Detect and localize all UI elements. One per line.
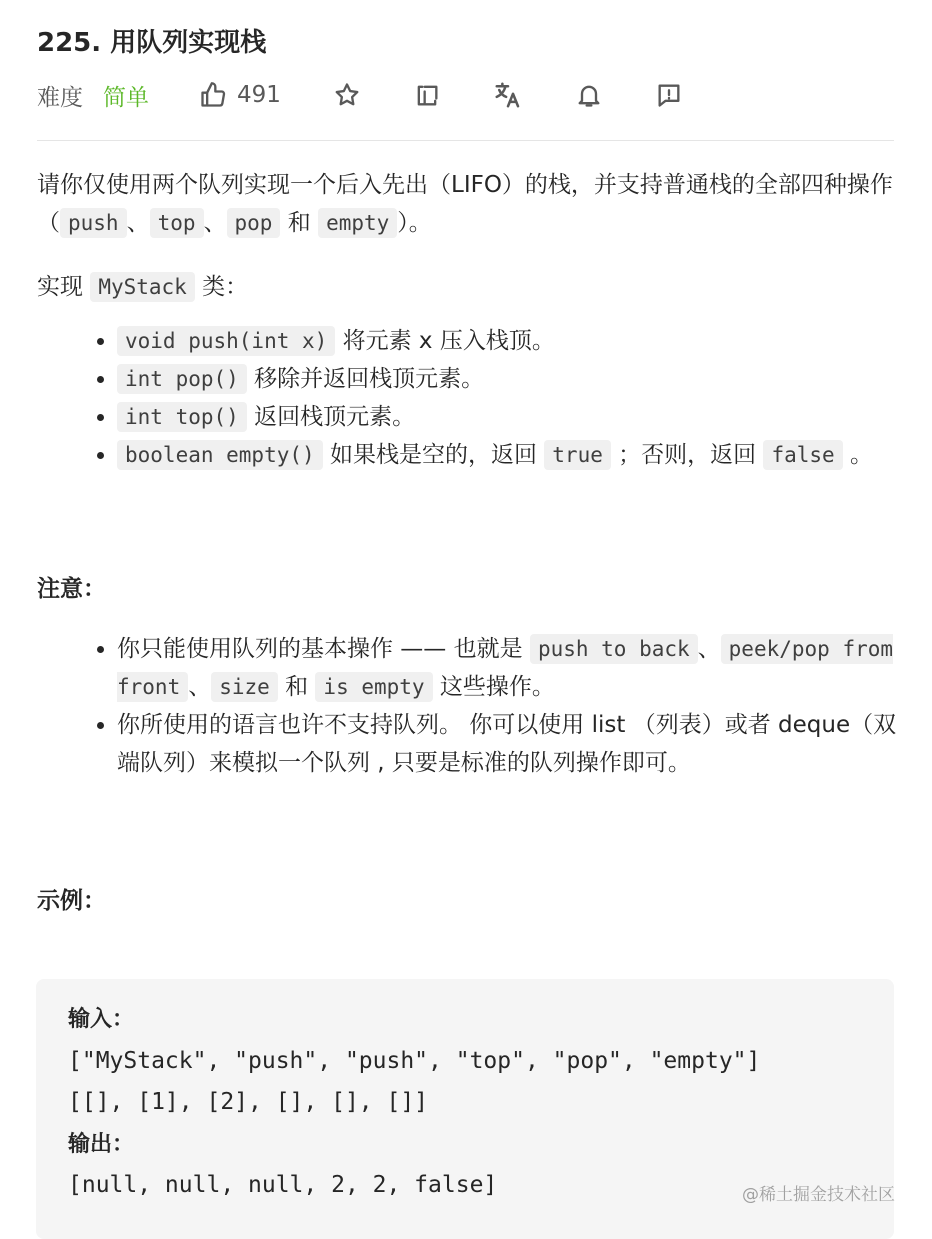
example-content	[68, 999, 760, 1207]
method-description: 。	[842, 442, 874, 468]
example-title: 示例：	[37, 888, 106, 914]
code-true: true	[544, 440, 611, 470]
difficulty-badge: 简单	[103, 84, 149, 111]
problem-title: 225. 用队列实现栈	[37, 28, 267, 58]
difficulty-label: 难度	[37, 84, 83, 111]
bell-icon	[575, 81, 603, 109]
share-button[interactable]	[413, 81, 441, 109]
list-item	[117, 398, 897, 436]
feedback-button[interactable]	[655, 81, 683, 109]
code-peek-pop: peek/pop from front	[117, 634, 893, 702]
problem-description	[37, 166, 897, 920]
intro-paragraph	[37, 166, 897, 242]
code-false: false	[763, 440, 842, 470]
intro-end: ）。	[397, 210, 432, 236]
note-text: 你只能使用队列的基本操作 —— 也就是	[117, 636, 530, 662]
method-description: ；否则，返回	[610, 442, 764, 468]
intro-text: 请你仅使用两个队列实现一个后入先出（LIFO）的栈，并支持普通栈的全部四种操作（	[37, 172, 893, 236]
method-description: 如果栈是空的，返回	[322, 442, 545, 468]
input-line: [[], [1], [2], [], [], []]	[68, 1089, 429, 1115]
thumbs-up-icon	[199, 81, 227, 109]
list-item	[117, 706, 897, 782]
note-text: 这些操作。	[432, 674, 555, 700]
star-icon	[333, 81, 361, 109]
conjunction: 和	[280, 210, 319, 236]
list-item	[117, 322, 897, 360]
share-icon	[413, 81, 441, 109]
code-push-to-back: push to back	[530, 634, 698, 664]
method-signature: int top()	[117, 402, 247, 432]
method-description: 将元素 x 压入栈顶。	[335, 328, 555, 354]
input-label: 输入：	[68, 1007, 135, 1032]
translate-icon	[493, 80, 523, 110]
list-item	[117, 630, 897, 706]
list-item	[117, 360, 897, 398]
code-empty: empty	[318, 208, 397, 238]
translate-button[interactable]	[493, 80, 523, 110]
code-size: size	[211, 672, 278, 702]
like-count: 491	[237, 82, 281, 108]
note-title: 注意：	[37, 576, 106, 602]
subscribe-button[interactable]	[575, 81, 603, 109]
note-list	[37, 630, 897, 782]
method-signature: int pop()	[117, 364, 247, 394]
code-class-name: MyStack	[90, 272, 195, 302]
code-top: top	[150, 208, 204, 238]
list-item	[117, 436, 897, 474]
method-description: 返回栈顶元素。	[246, 404, 416, 430]
problem-meta-bar	[37, 78, 683, 112]
watermark: @稀土掘金技术社区	[742, 1185, 895, 1205]
conjunction: 和	[277, 674, 316, 700]
output-line: [null, null, null, 2, 2, false]	[68, 1172, 498, 1198]
method-description: 移除并返回栈顶元素。	[246, 366, 485, 392]
input-line: ["MyStack", "push", "push", "top", "pop", "empty"]	[68, 1047, 761, 1074]
separator: 、	[188, 674, 212, 700]
separator: 、	[126, 210, 150, 236]
output-label: 输出：	[68, 1131, 135, 1157]
implement-suffix: 类：	[194, 274, 249, 300]
code-push: push	[60, 208, 127, 238]
separator: 、	[697, 636, 721, 662]
favorite-button[interactable]	[333, 81, 361, 109]
note-text: 你所使用的语言也许不支持队列。 你可以使用 list （列表）或者 deque（双端队列）来模拟一个队列 , 只要是标准的队列操作即可。	[117, 712, 897, 776]
method-signature: void push(int x)	[117, 326, 335, 356]
separator: 、	[203, 210, 227, 236]
method-signature: boolean empty()	[117, 440, 323, 470]
implement-prefix: 实现	[37, 274, 91, 300]
implement-paragraph	[37, 268, 897, 306]
code-pop: pop	[227, 208, 281, 238]
feedback-icon	[655, 81, 683, 109]
method-list	[37, 322, 897, 474]
code-is-empty: is empty	[315, 672, 432, 702]
like-button[interactable]	[199, 81, 281, 109]
header-divider	[37, 140, 894, 141]
